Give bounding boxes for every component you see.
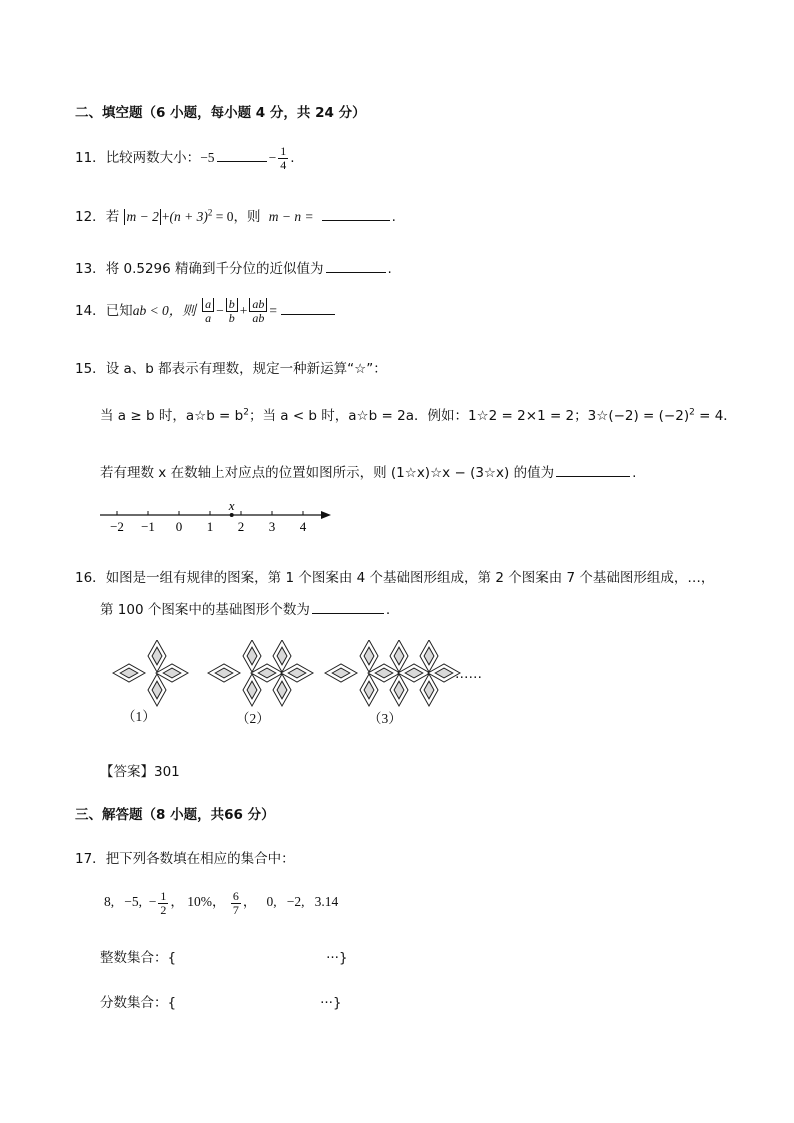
base-diamond-shape — [420, 640, 438, 672]
q12-abs-bar-right — [160, 209, 161, 225]
q11-minus: − — [268, 150, 277, 166]
q16-end: . — [385, 602, 391, 618]
answer-label: 【答案】 — [100, 764, 154, 780]
question-11 — [75, 145, 294, 171]
base-diamond-shape — [325, 664, 357, 682]
section-2-title: 二、填空题（6 小题，每小题 4 分，共 24 分） — [75, 105, 366, 121]
q17-n6: 0, — [266, 894, 277, 910]
question-17 — [75, 847, 295, 867]
question-12 — [75, 205, 396, 225]
question-14 — [75, 298, 337, 324]
q15-line2b: ；当 a < b 时，a☆b = 2a．例如：1☆2 = 2×1 = 2；3☆(−2) = (−2) — [248, 408, 690, 424]
base-diamond-shape — [360, 674, 378, 706]
q11-number: 11． — [75, 150, 106, 167]
q14-fraction-3 — [249, 298, 267, 324]
base-diamond-shape — [251, 664, 283, 682]
base-diamond-shape — [281, 664, 313, 682]
pattern-label-1: （1） — [122, 709, 156, 724]
q17-n3-sign: − — [148, 894, 157, 910]
q17-n8: 3.14 — [314, 894, 339, 910]
base-diamond-shape — [208, 664, 240, 682]
q11-fraction — [278, 145, 288, 171]
q15-answer-blank — [556, 475, 630, 477]
base-diamond-shape — [360, 640, 378, 672]
q12-expr2: (n + 3) — [169, 209, 208, 224]
q17-n3-sep: ， — [170, 894, 184, 910]
base-diamond-shape — [398, 664, 430, 682]
q17-n7: −2, — [286, 894, 305, 910]
q12-answer-blank — [322, 219, 390, 221]
base-diamond-shape — [420, 674, 438, 706]
q17-set2-end: ···} — [320, 995, 342, 1011]
base-diamond-shape — [273, 674, 291, 706]
number-line-tick-label: 0 — [175, 519, 183, 534]
number-line — [95, 500, 340, 540]
q12-number: 12． — [75, 209, 106, 225]
q14-f1-den: a — [205, 310, 212, 325]
q14-number: 14． — [75, 303, 106, 320]
q15-line1: 设 a、b 都表示有理数，规定一种新运算“☆”： — [105, 361, 387, 377]
q16-number: 16． — [75, 570, 106, 586]
base-diamond-shape — [390, 674, 408, 706]
q14-fraction-2 — [226, 298, 238, 324]
question-15-line-3 — [100, 461, 636, 481]
base-diamond-shape — [148, 674, 166, 706]
q14-f3-num: ab — [249, 298, 267, 312]
question-16-line-1 — [75, 566, 714, 586]
q17-integer-set — [100, 946, 348, 966]
base-diamond-shape — [390, 640, 408, 672]
q12-plus: + — [161, 209, 170, 224]
q14-op-2: + — [239, 303, 248, 319]
q17-n5-sep: ， — [242, 894, 257, 910]
q14-equals: = — [269, 303, 277, 319]
number-line-tick-label: −2 — [110, 519, 124, 534]
q14-fraction-1 — [202, 298, 214, 324]
q17-n2: −5, — [124, 894, 142, 910]
number-line-tick-label: 4 — [299, 519, 307, 534]
q17-text: 把下列各数填在相应的集合中： — [105, 851, 295, 867]
q14-f2-den: b — [228, 310, 235, 325]
q12-end: . — [391, 209, 396, 225]
question-16-line-2 — [100, 598, 390, 618]
q12-eq0: = 0，则 — [212, 209, 261, 224]
q14-answer-blank — [281, 313, 335, 315]
base-diamond-shape — [156, 664, 188, 682]
q17-n5-num: 6 — [232, 889, 239, 903]
q16-patterns-figure — [100, 640, 500, 710]
q14-text: 已知 — [105, 303, 133, 320]
q11-text: 比较两数大小： — [105, 150, 201, 167]
q15-line3a: 若有理数 x 在数轴上对应点的位置如图所示，则 (1☆x)☆x − (3☆x) 的值为 — [100, 465, 555, 481]
q17-numbers — [104, 890, 338, 916]
q15-line2a: 当 a ≥ b 时，a☆b = b — [100, 408, 244, 424]
number-line-tick-label: 2 — [237, 519, 245, 534]
q15-line2c: = 4． — [694, 408, 737, 424]
q17-set1-end: ···} — [326, 950, 348, 966]
q15-number: 15． — [75, 361, 106, 377]
q12-exponent: 2 — [207, 207, 213, 218]
base-diamond-shape — [368, 664, 400, 682]
number-line-tick-label: 1 — [206, 519, 214, 534]
q16-line2: 第 100 个图案中的基础图形个数为 — [100, 602, 310, 618]
base-diamond-shape — [273, 640, 291, 672]
q17-n1: 8, — [104, 894, 115, 910]
q17-set1-label: 整数集合：{ — [100, 950, 177, 966]
q15-line2a-exp: 2 — [243, 407, 249, 418]
question-15-line-1 — [75, 357, 387, 377]
pattern-label-3: （3） — [368, 711, 402, 726]
q17-number: 17． — [75, 851, 106, 867]
q14-op-1: − — [216, 303, 224, 319]
q11-frac-den: 4 — [280, 157, 287, 172]
question-15-line-2 — [100, 404, 737, 424]
pattern-label-2: （2） — [236, 711, 270, 726]
pattern-ellipsis: …… — [455, 666, 482, 682]
base-diamond-shape — [243, 674, 261, 706]
section-3-title: 三、解答题（8 小题，共66 分） — [75, 807, 275, 823]
q17-n3-fraction — [158, 890, 168, 916]
q12-expr1: m − 2 — [126, 209, 159, 224]
q11-frac-num: 1 — [280, 144, 287, 158]
q14-f3-den: ab — [252, 310, 265, 325]
answer-value: 301 — [154, 764, 180, 780]
base-diamond-shape — [148, 640, 166, 672]
q13-text: 将 0.5296 精确到千分位的近似值为 — [105, 261, 324, 277]
q17-set2-label: 分数集合：{ — [100, 995, 177, 1011]
q13-number: 13． — [75, 261, 106, 277]
number-line-arrow — [321, 511, 331, 519]
base-diamond-shape — [113, 664, 145, 682]
number-line-tick-label: 3 — [268, 519, 276, 534]
q14-f1-num: a — [202, 298, 214, 312]
base-diamond-shape — [243, 640, 261, 672]
q13-end: . — [387, 261, 392, 277]
q17-n5-den: 7 — [232, 902, 239, 917]
question-13 — [75, 257, 392, 277]
q14-condition: ab < 0，则 — [132, 303, 196, 319]
q17-fraction-set — [100, 991, 342, 1011]
q13-answer-blank — [326, 271, 386, 273]
number-line-point-label: x — [228, 500, 235, 513]
q12-m-minus-n: m − n = — [268, 209, 314, 224]
number-line-tick-label: −1 — [141, 519, 155, 534]
q17-n4: 10%， — [187, 894, 226, 910]
q17-n3-den: 2 — [160, 902, 167, 917]
q17-n3-num: 1 — [160, 889, 167, 903]
q12-lead: 若 — [105, 209, 120, 225]
q11-answer-blank — [217, 160, 267, 162]
answer — [100, 760, 180, 780]
q15-line2b-exp: 2 — [689, 407, 695, 418]
q15-end: . — [632, 465, 637, 481]
q11-end: . — [290, 150, 295, 167]
q16-line1: 如图是一组有规律的图案，第 1 个图案由 4 个基础图形组成，第 2 个图案由 7 个基础图形组成，…， — [105, 570, 715, 586]
q16-answer-blank — [312, 612, 384, 614]
q11-left-value: −5 — [200, 150, 215, 166]
q14-f2-num: b — [226, 298, 238, 312]
number-line-point-x — [230, 513, 234, 517]
q17-n5-fraction — [231, 890, 241, 916]
